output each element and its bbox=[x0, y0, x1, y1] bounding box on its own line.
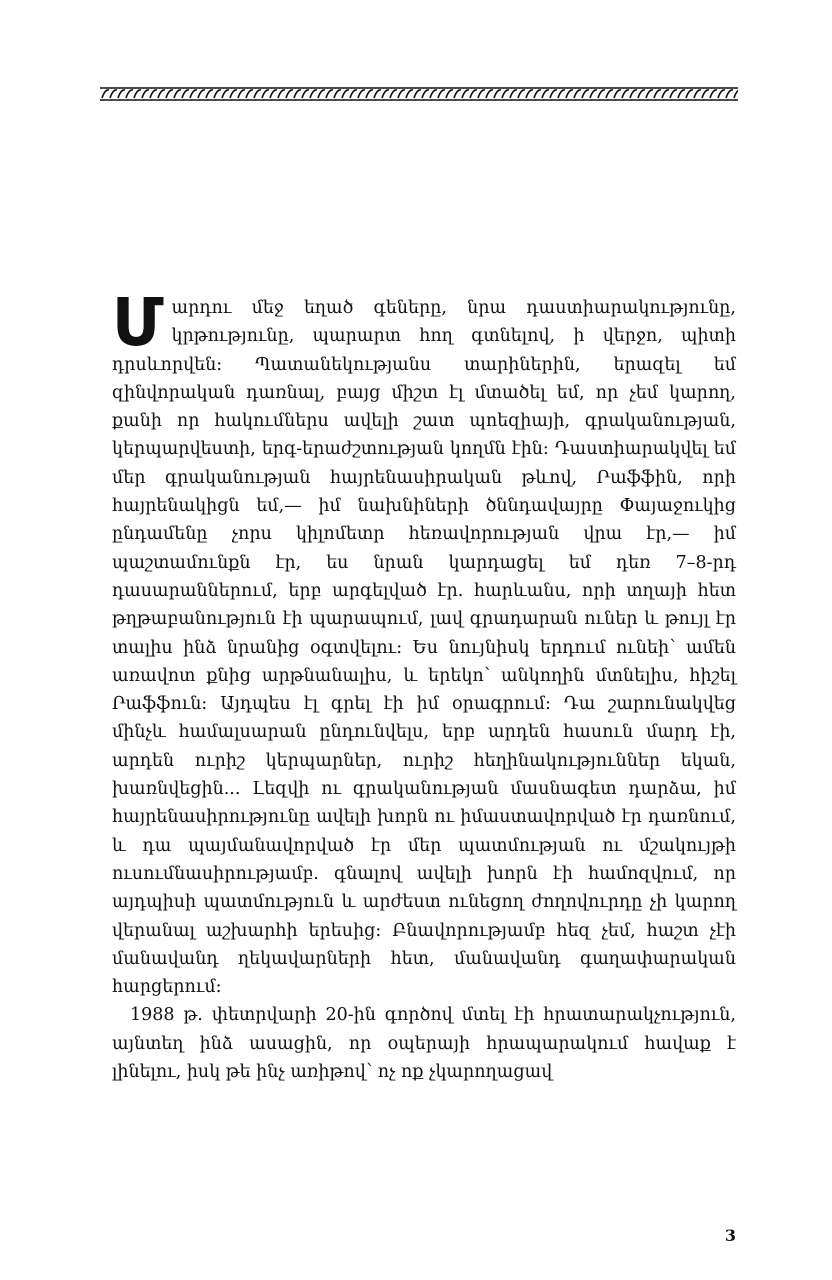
paragraph-1 bbox=[112, 284, 736, 1001]
paragraph-1-text: արդու մեջ եղած գեները, նրա դաստիարակությունը, կրթությունը, պարարտ հող գտնելով, ի վերջո, պիտի դրսևորվեն: Պատանեկությանս տարիներին, երազել եմ զինվորական դառնալ, բայց միշտ էլ մտածել եմ, որ չեմ կարող, քանի որ հակումներս ավելի շատ պոեզիայի, գրականության, կերպարվեստի, երգ-երաժշտության կողմն էին: Դաստիարակվել եմ մեր գրականության հայրենասիրական թևով, Րաֆֆին, որի հայրենակիցն եմ,— իմ նախնիների ծննդավայրը Փայաջուկից ընդամենը չորս կիլոմետր հեռավորության վրա էր,— իմ պաշտամունքն էր, ես նրան կարդացել եմ դեռ 7–8-րդ դասարաններում, երբ արգելված էր. հարևանս, որի տղայի հետ թղթաբանություն էի պարապում, լավ գրադարան ուներ և թույլ էր տալիս ինձ նրանից օգտվելու: Ես նույնիսկ երդում ունեի՝ ամեն առավոտ քնից արթնանալիս, և երեկո՝ անկողին մտնելիս, հիշել Րաֆֆուն: Այդպես էլ գրել էի իմ օրագրում: Դա շարունակվեց մինչև համալսարան ընդունվելս, երբ արդեն հասուն մարդ էի, արդեն ուրիշ կերպարներ, ուրիշ հեղինակություններ եկան, խառնվեցին... Լեզվի ու գրականության մասնագետ դարձա, իմ հայրենասիրությունը ավելի խորն ու իմաստավորված էր դառնում, և դա պայմանավորված էր մեր պատմության ու մշակույթի ուսումնասիրությամբ. գնալով ավելի խորն էի համոզվում, որ այդպիսի պատմություն և արժեստ ունեցող ժողովուրդը չի կարող վերանալ աշխարհի երեսից: Բնավորությամբ հեզ չեմ, հաշտ չէի մանավանդ ղեկավարների հետ, մանավանդ գաղափարական հարցերում: bbox=[112, 298, 736, 998]
ornamental-border bbox=[100, 86, 738, 102]
main-text bbox=[112, 284, 736, 1086]
paragraph-2: 1988 թ. փետրվարի 20-ին գործով մտել էի հրատարակչություն, այնտեղ ինձ ասացին, որ օպերայի հրապարակում հավաք է լինելու, իսկ թե ինչ առիթով՝ ոչ ոք չկարողացավ bbox=[112, 1005, 736, 1083]
drop-cap: Մ bbox=[112, 284, 164, 361]
page-number: 3 bbox=[724, 1226, 736, 1245]
